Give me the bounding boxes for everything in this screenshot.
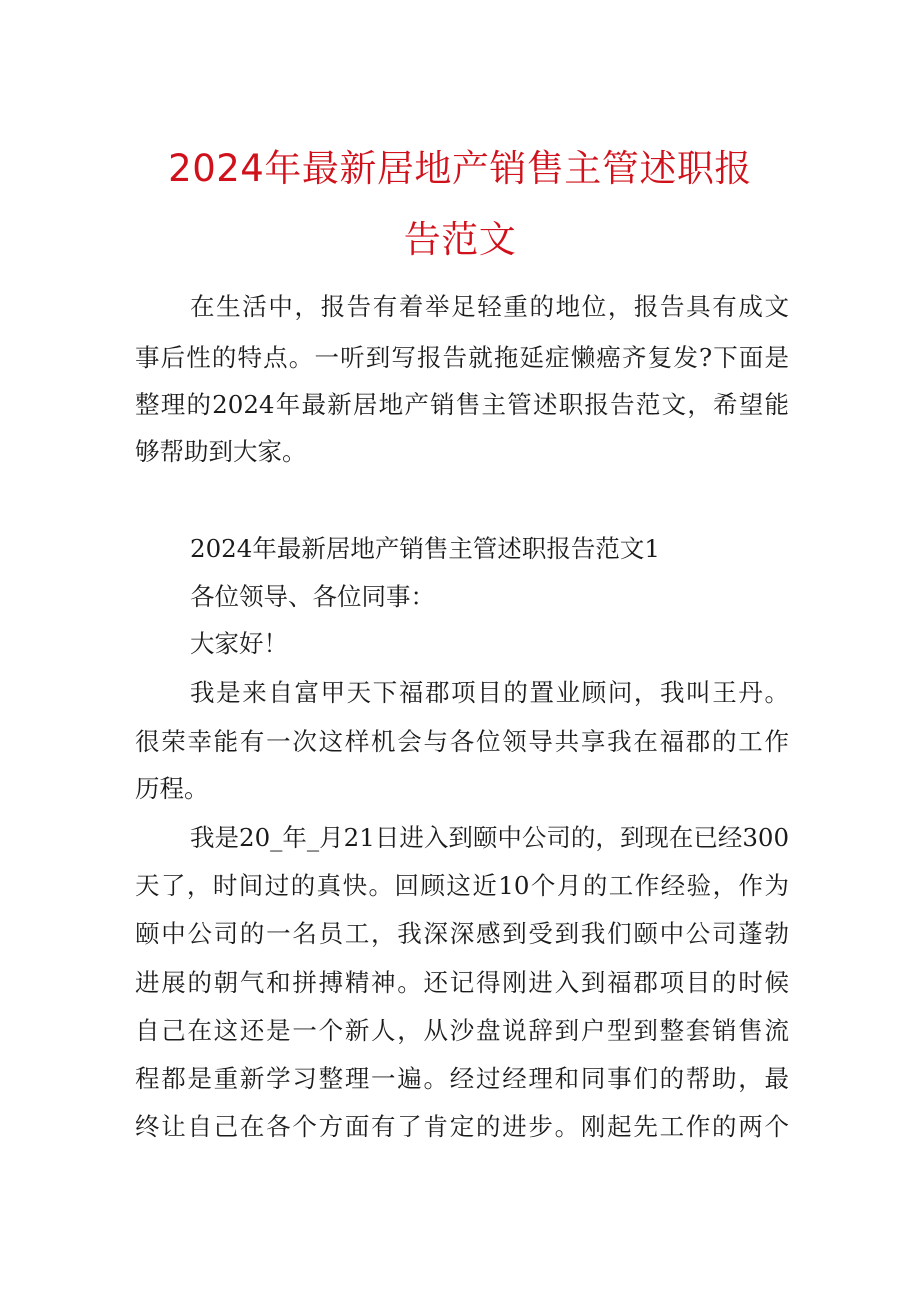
paragraph-2-line-2: 天了，时间过的真快。回顾这近10个月的工作经验，作为 [135, 871, 789, 900]
paragraph-1-line-2: 很荣幸能有一次这样机会与各位领导共享我在福郡的工作 [135, 727, 789, 756]
section-heading: 2024年最新居地产销售主管述职报告范文1 [190, 534, 660, 563]
paragraph-2-line-1: 我是20_年_月21日进入到颐中公司的，到现在已经300 [190, 823, 790, 852]
paragraph-2-line-6: 程都是重新学习整理一遍。经过经理和同事们的帮助，最 [135, 1064, 789, 1093]
document-title-line-2: 告范文 [403, 218, 517, 261]
paragraph-2-line-3: 颐中公司的一名员工，我深深感到受到我们颐中公司蓬勃 [135, 919, 789, 948]
salutation: 各位领导、各位同事： [190, 582, 435, 611]
paragraph-1-line-3: 历程。 [135, 774, 209, 803]
intro-line-4: 够帮助到大家。 [135, 437, 307, 466]
paragraph-2-line-4: 进展的朝气和拼搏精神。还记得刚进入到福郡项目的时候 [135, 968, 789, 997]
intro-line-3: 整理的2024年最新居地产销售主管述职报告范文，希望能 [135, 390, 789, 419]
intro-line-2: 事后性的特点。一听到写报告就拖延症懒癌齐复发?下面是 [135, 343, 789, 372]
greeting: 大家好！ [190, 629, 288, 658]
document-title-line-1: 2024年最新居地产销售主管述职报 [168, 147, 752, 190]
paragraph-2-line-7: 终让自己在各个方面有了肯定的进步。刚起先工作的两个 [135, 1112, 789, 1141]
paragraph-1-line-1: 我是来自富甲天下福郡项目的置业顾问，我叫王丹。 [190, 678, 789, 707]
intro-line-1: 在生活中，报告有着举足轻重的地位，报告具有成文 [190, 292, 789, 321]
paragraph-2-line-5: 自己在这还是一个新人，从沙盘说辞到户型到整套销售流 [135, 1016, 789, 1045]
